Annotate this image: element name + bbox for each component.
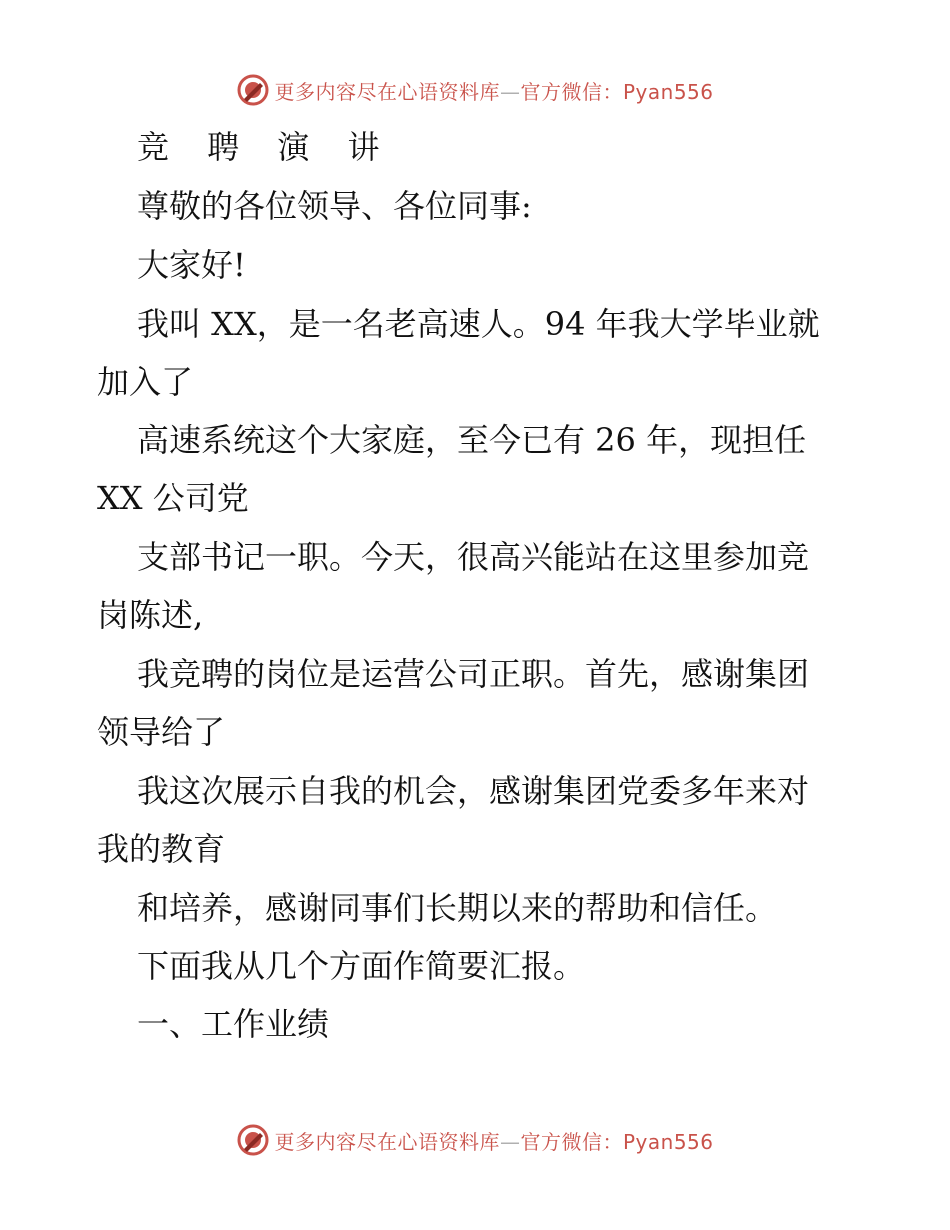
- paragraph-line: 我叫 XX，是一名老高速人。94 年我大学毕业就: [137, 305, 820, 343]
- paragraph-line: XX 公司党: [97, 479, 249, 517]
- paragraph-line: 我竞聘的岗位是运营公司正职。首先，感谢集团: [137, 655, 810, 693]
- pen-logo-icon: [236, 73, 270, 107]
- header-watermark: [0, 70, 950, 110]
- paragraph-line: 支部书记一职。今天，很高兴能站在这里参加竞: [137, 538, 810, 576]
- paragraph-line: 加入了: [97, 363, 194, 401]
- paragraph-line: 高速系统这个大家庭，至今已有 26 年，现担任: [137, 421, 807, 459]
- paragraph-line: 下面我从几个方面作简要汇报。: [137, 947, 586, 985]
- salutation: 尊敬的各位领导、各位同事:: [137, 187, 532, 225]
- document-title: 竞 聘 演 讲: [137, 128, 394, 166]
- greeting: 大家好!: [137, 246, 246, 284]
- watermark-text: 更多内容尽在心语资料库—官方微信：Pyan556: [274, 1129, 714, 1154]
- paragraph-line: 我的教育: [97, 830, 226, 868]
- footer-watermark: [0, 1120, 950, 1160]
- paragraph-line: 领导给了: [97, 713, 226, 751]
- watermark-text: 更多内容尽在心语资料库—官方微信：Pyan556: [274, 79, 714, 104]
- paragraph-line: 我这次展示自我的机会，感谢集团党委多年来对: [137, 772, 810, 810]
- paragraph-line: 岗陈述,: [97, 596, 204, 634]
- pen-logo-icon: [236, 1123, 270, 1157]
- paragraph-line: 和培养，感谢同事们长期以来的帮助和信任。: [137, 889, 778, 927]
- section-heading: 一、工作业绩: [137, 1005, 330, 1043]
